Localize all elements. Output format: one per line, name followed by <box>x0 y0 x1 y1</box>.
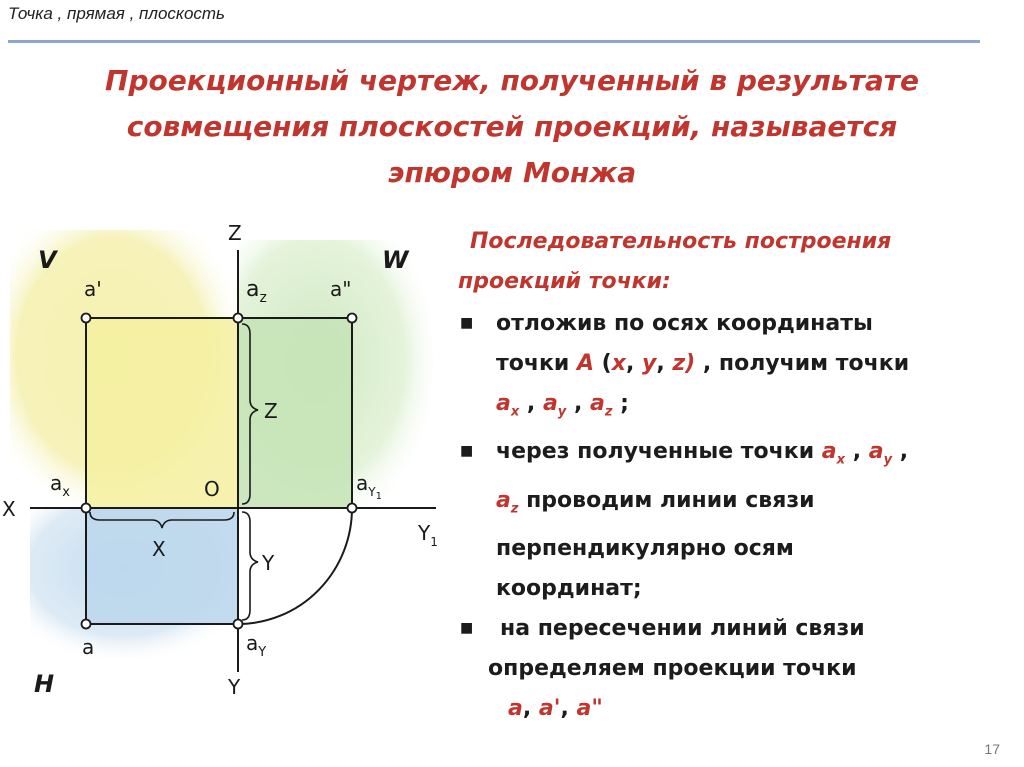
label-brace-x: X <box>152 537 166 561</box>
point-ay <box>234 620 243 629</box>
point-a-double <box>348 314 357 323</box>
label-Y-axis: Y <box>228 675 241 699</box>
label-Z-axis: Z <box>228 221 242 245</box>
label-brace-z: Z <box>264 399 278 423</box>
step-2-line-4: координат; <box>496 576 642 602</box>
label-brace-y: Y <box>262 551 275 575</box>
step-2-line-1: через полученные точки $a_x$ , $a_y$ , <box>496 439 909 468</box>
label-H: H <box>34 670 55 698</box>
page-number: 17 <box>984 741 1000 757</box>
steps-list <box>456 304 996 729</box>
point-a <box>82 620 91 629</box>
w-projection-rect <box>238 318 352 508</box>
brace-y-shape <box>242 512 258 620</box>
step-3-line-3: a, a', a" <box>508 696 603 722</box>
label-az: $a_z$ <box>246 277 267 306</box>
label-aY1: $a_Y1$ <box>356 471 382 502</box>
step-item-3 <box>456 609 996 729</box>
steps-title-line-2: проекций точки: <box>458 269 671 294</box>
transfer-arc <box>238 508 352 624</box>
label-Y1-axis: $Y_1$ <box>418 521 438 549</box>
bullet-icon: ■ <box>460 315 474 331</box>
step-3-line-1: на пересечении линий связи <box>500 616 865 642</box>
point-az <box>234 314 243 323</box>
step-1-line-3: $a_x$ , $a_y$ , $a_z$ ; <box>496 391 629 420</box>
bullet-icon: ■ <box>460 620 474 637</box>
steps-title-line-1: Последовательность построения <box>470 229 892 254</box>
label-ax: $a_x$ <box>50 471 70 500</box>
label-O: O <box>204 477 220 501</box>
h-projection-rect <box>86 508 238 624</box>
section-label: Точка , прямая , плоскость <box>8 4 225 23</box>
label-V: V <box>38 246 57 274</box>
step-2-line-3: перпендикулярно осям <box>496 536 794 562</box>
monge-diagram <box>0 210 450 710</box>
label-a: a <box>82 635 95 659</box>
slide-title <box>40 58 984 196</box>
label-W: W <box>382 246 409 274</box>
point-ay1 <box>348 504 357 513</box>
step-item-1 <box>456 304 996 432</box>
step-item-2 <box>456 432 996 609</box>
label-X-axis: X <box>2 497 16 521</box>
header-divider <box>8 40 980 43</box>
step-3-line-2: определяем проекции точки <box>488 656 857 682</box>
title-line-2: совмещения плоскостей проекций, называется <box>126 110 898 143</box>
title-line-1: Проекционный чертеж, полученный в результате <box>105 64 919 97</box>
step-1-line-2: точки А (х, у, z) , получим точки <box>496 351 910 376</box>
title-line-3: эпюром Монжа <box>387 156 637 189</box>
bullet-icon: ■ <box>460 443 474 460</box>
point-ax <box>82 504 91 513</box>
label-aY: $a_Y$ <box>246 631 267 660</box>
point-a-prime <box>82 314 91 323</box>
label-a-double: a" <box>330 277 352 301</box>
construction-steps <box>456 222 996 729</box>
label-a-prime: a' <box>84 277 102 301</box>
step-2-line-2: $a_z$ проводим линии связи <box>496 487 815 517</box>
step-1-line-1: отложив по осях координаты <box>496 311 873 336</box>
